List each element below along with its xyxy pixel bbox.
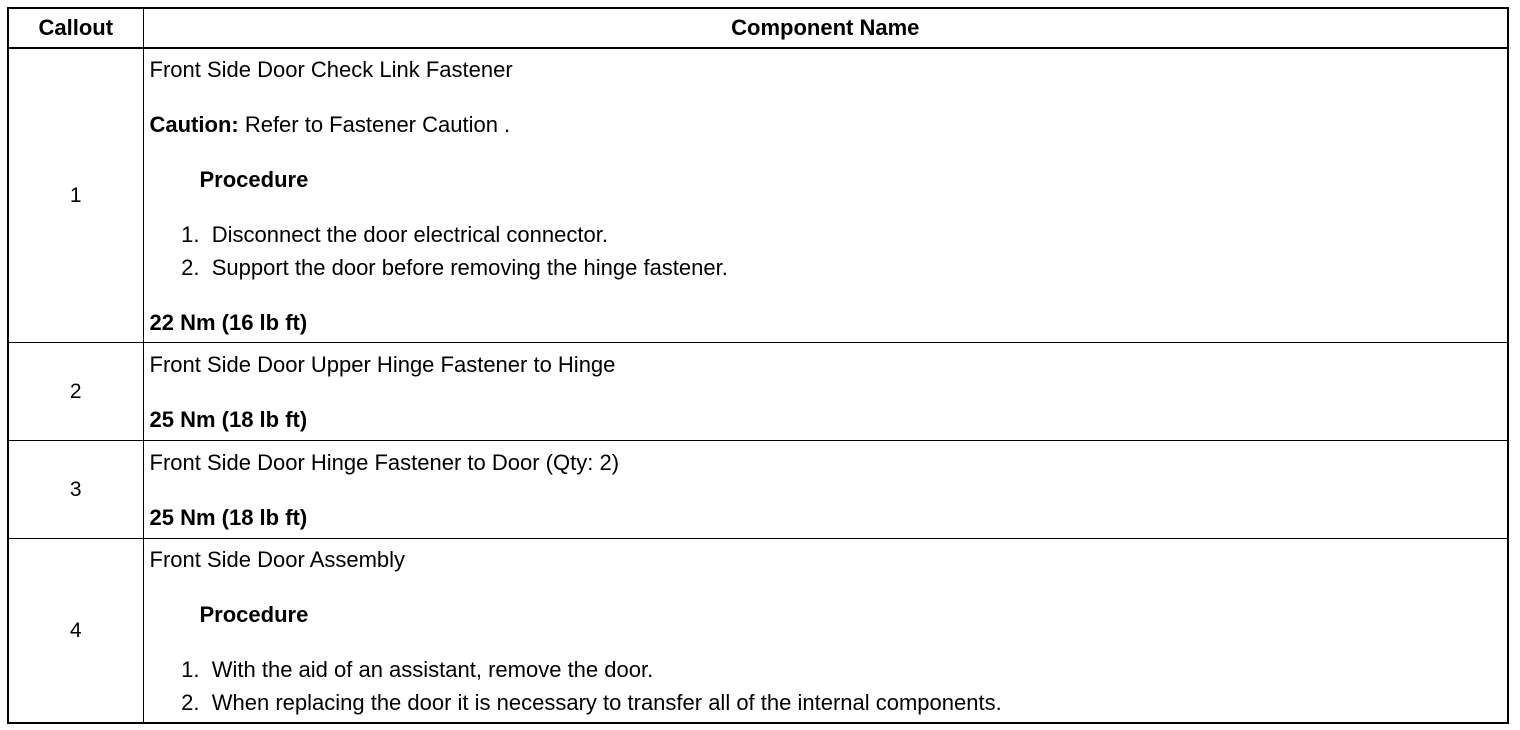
step-text: Disconnect the door electrical connector. [211, 221, 608, 247]
procedure-step [150, 251, 1508, 284]
component-title: Front Side Door Hinge Fastener to Door (Qty: 2) [149, 449, 620, 475]
callout-number: 1 [8, 48, 143, 343]
header-row [8, 8, 1508, 48]
callout-number: 4 [8, 539, 143, 724]
table-row [8, 48, 1508, 343]
caution-label: Caution: [149, 111, 239, 137]
component-cell [143, 48, 1508, 343]
procedure-step [150, 653, 1508, 686]
step-text: Support the door before removing the hinge fastener. [211, 254, 728, 280]
callout-column-header: Callout [8, 8, 143, 48]
caution-text: Refer to Fastener Caution . [238, 111, 511, 137]
table-row [8, 539, 1508, 724]
step-text: With the aid of an assistant, remove the door. [211, 656, 654, 682]
caution-note [150, 108, 1508, 141]
component-title: Front Side Door Upper Hinge Fastener to Hinge [149, 351, 616, 377]
table-row [8, 441, 1508, 539]
step-number: 1. [181, 221, 200, 247]
procedure-steps [150, 653, 1508, 719]
component-cell [143, 539, 1508, 724]
procedure-heading: Procedure [199, 601, 309, 627]
step-number: 1. [181, 656, 200, 682]
procedure-steps [150, 218, 1508, 284]
table-row [8, 343, 1508, 441]
step-number: 2. [181, 254, 200, 280]
torque-spec: 25 Nm (18 lb ft) [149, 406, 308, 432]
procedure-heading: Procedure [199, 166, 309, 192]
procedure-step [150, 218, 1508, 251]
component-cell [143, 441, 1508, 539]
component-title: Front Side Door Check Link Fastener [149, 56, 513, 82]
callout-number: 3 [8, 441, 143, 539]
component-title: Front Side Door Assembly [149, 546, 406, 572]
step-number: 2. [181, 689, 200, 715]
procedure-step [150, 686, 1508, 719]
callout-table [7, 7, 1509, 724]
callout-number: 2 [8, 343, 143, 441]
step-text: When replacing the door it is necessary to transfer all of the internal components. [211, 689, 1002, 715]
torque-spec: 22 Nm (16 lb ft) [149, 309, 308, 335]
component-cell [143, 343, 1508, 441]
component-name-column-header: Component Name [143, 8, 1508, 48]
torque-spec: 25 Nm (18 lb ft) [149, 504, 308, 530]
